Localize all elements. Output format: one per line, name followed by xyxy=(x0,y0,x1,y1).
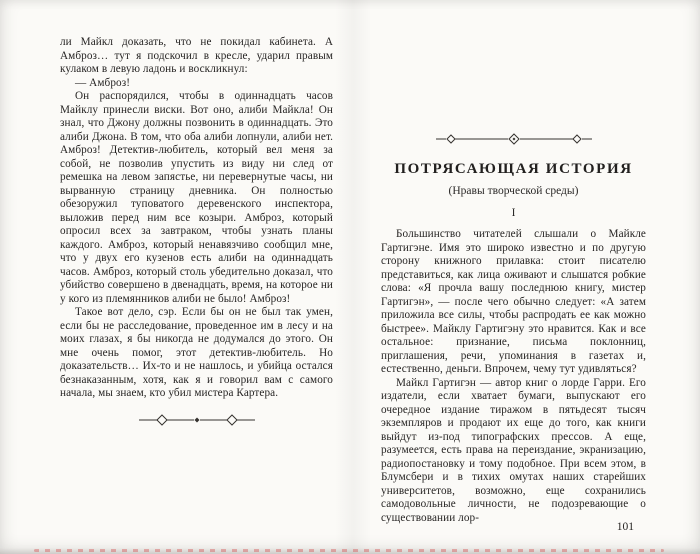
paragraph: Он распорядился, чтобы в одиннадцать часов Майклу принесли виски. Вот оно, алиби Майкла! Он знал, что Джону должны позвонить в одиннадцать. Это алиби Джона. В том, что оба алиби лопнули, алиби нет. Амброз! Детектив-любитель, который вел меня за собой, не позволив упустить из виду ни след от ремешка на левом запястье, ни перевернутые часы, ни вырванную страницу дневника. Он полностью обезоружил туповатого деревенского инспектора, выложив перед ним все козыри. Амброз, который опросил всех за завтраком, чтобы узнать планы каждого. Амброз, который ненавязчиво сообщил мне, что у двух его кузенов есть алиби на одиннадцать часов. Амброз, который столь убедительно доказал, что убийство совершено в двенадцать, время, на которое ни у кого из племянников алиби не было! Амброз! xyxy=(60,90,333,305)
paragraph: Майкл Гартигэн — автор книг о лорде Гарри. Его издатели, если хватает бумаги, выпускают его очередное издание тиражом в пятьдесят тысяч экземпляров и продают их еще до того, как книги выйдут из-под типографских прессов. А еще, разумеется, есть права на переиздание, экранизацию, радиопостановку и тому подобное. При всем этом, в Блумсбери и в тихих омутах наших старейших университетов, возможно, еще сохранились самодовольные личности, не подозревающие о существовании лор- xyxy=(381,376,646,524)
left-page xyxy=(60,36,333,432)
paragraph: ли Майкл доказать, что не покидал кабинета. А Амброз… тут я подскочил в кресле, ударил правым кулаком в левую ладонь и воскликнул: xyxy=(60,36,333,75)
scan-edge-artifact xyxy=(34,549,664,552)
section-divider-icon xyxy=(137,413,257,427)
chapter-ornament-icon xyxy=(434,132,594,146)
paragraph: Большинство читателей слышали о Майкле Гартигэне. Имя это широко известно и по другую сторону книжного прилавка: стоит писателю представиться, как лица оживают и слышатся робкие слова: «Я прочла вашу последнюю книгу, мистер Гартигэн», — после чего обычно следует: «А затем приложила все силы, чтобы распродать ее как можно быстрее». Майклу Гартигэну это нравится. Как и все остальное: признание, письма поклонниц, приглашения, речи, упоминания в газетах и, естественно, деньги. Впрочем, чему тут удивляться? xyxy=(381,228,646,375)
right-page xyxy=(381,132,646,525)
chapter-title: ПОТРЯСАЮЩАЯ ИСТОРИЯ xyxy=(394,161,633,177)
section-divider xyxy=(60,413,333,432)
paragraph-dialogue: — Амброз! xyxy=(75,76,131,89)
chapter-subtitle: (Нравы творческой среды) xyxy=(448,185,579,197)
chapter-ornament xyxy=(381,132,646,151)
paragraph: Такое вот дело, сэр. Если бы он не был так умен, если бы не расследование, проведенное им в лесу и на моих глазах, я бы никогда не додумался до этого. Он мне очень помог, этот детектив-любитель. Но доказательств… Их-то и не нашлось, и убийца остался безнаказанным, хотя, как я и говорил вам с самого начала, мы знаем, кто убил мистера Картера. xyxy=(60,306,333,399)
page-gutter xyxy=(335,0,371,554)
page-number: 101 xyxy=(616,521,634,533)
section-number: I xyxy=(511,207,516,219)
